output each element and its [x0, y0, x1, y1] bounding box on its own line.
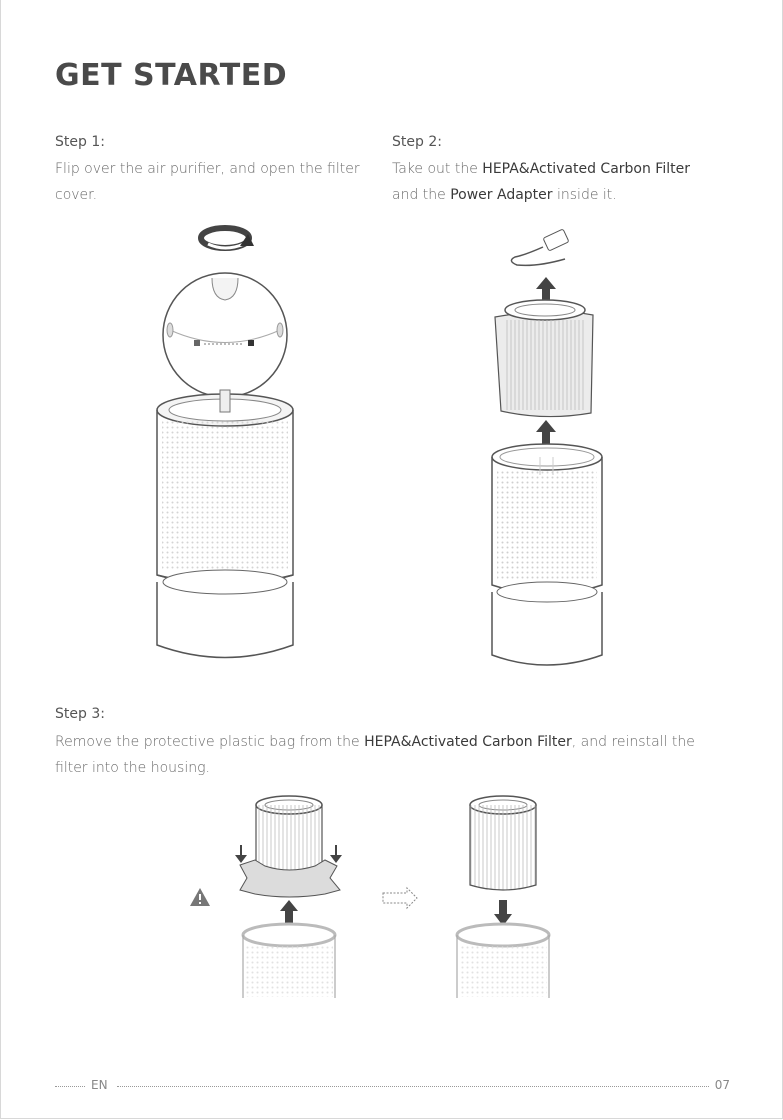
- rotate-arrow-icon: [201, 228, 254, 248]
- down-arrow-icon-install: [494, 900, 512, 926]
- hepa-filter-clean-icon: [470, 796, 536, 890]
- power-adapter-highlight: Power Adapter: [450, 187, 553, 203]
- purifier-housing-left-icon: [243, 924, 335, 998]
- down-arrow-icon-left: [235, 845, 247, 863]
- step2-illustration: [485, 225, 615, 670]
- power-adapter-icon: [511, 229, 568, 265]
- hepa-filter-in-bag-icon: [495, 300, 593, 417]
- purifier-housing-right-icon: [457, 924, 549, 998]
- step3-text: Remove the protective plastic bag from the HEPA&Activated Carbon Filter, and reinstall the filter into the housing.: [55, 734, 695, 776]
- warning-icon: [190, 888, 210, 906]
- step3-illustration: [185, 790, 555, 1000]
- page-number: 07: [714, 1078, 730, 1092]
- hepa-filter-highlight: HEPA&Activated Carbon Filter: [482, 161, 690, 177]
- step1-label: Step 1:: [55, 134, 105, 150]
- hepa-filter-highlight-2: HEPA&Activated Carbon Filter: [364, 734, 572, 750]
- step1-text: Flip over the air purifier, and open the filter cover.: [55, 161, 360, 203]
- purifier-housing-icon: [492, 444, 602, 665]
- next-step-arrow-icon: [383, 888, 417, 908]
- footer-language: EN: [91, 1078, 108, 1092]
- down-arrow-icon-right: [330, 845, 342, 863]
- step3-label: Step 3:: [55, 706, 105, 722]
- page-title: GET STARTED: [55, 58, 288, 93]
- footer-dotted-line-left: [55, 1086, 85, 1087]
- footer-dotted-line: [117, 1086, 709, 1087]
- air-purifier-body-icon: [157, 390, 293, 658]
- step2-text: Take out the HEPA&Activated Carbon Filter and the Power Adapter inside it.: [392, 161, 690, 203]
- footer: [55, 1076, 730, 1096]
- step1-illustration: [150, 220, 300, 670]
- step2-label: Step 2:: [392, 134, 442, 150]
- filter-cover-icon: [163, 273, 287, 397]
